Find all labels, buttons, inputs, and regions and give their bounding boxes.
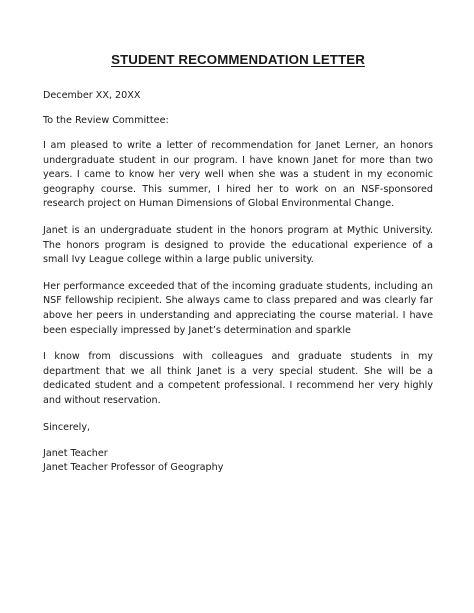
- signature-title: Janet Teacher Professor of Geography: [43, 461, 224, 473]
- signature-name: Janet Teacher: [43, 447, 108, 459]
- letter-paragraph-3: Her performance exceeded that of the incoming graduate students, including an NSF fellowship recipient. She always came to class prepared and was clearly far above her peers in understanding and appreciating the course material. I have been especially impressed by Janet’s determination and sparkle: [43, 280, 433, 336]
- letter-paragraph-2: Janet is an undergraduate student in the honors program at Mythic University. The honors program is designed to provide the educational experience of a small Ivy League college within a large public university.: [43, 224, 433, 266]
- letter-closing: Sincerely,: [43, 421, 91, 433]
- letter-page: [43, 52, 433, 475]
- letter-salutation: To the Review Committee:: [43, 115, 169, 126]
- letter-paragraph-1: I am pleased to write a letter of recommendation for Janet Lerner, an honors undergraduate student in our program. I have known Janet for more than two years. I came to know her very well when she was a student in my economic geography course. This summer, I hired her to work on an NSF-sponsored research project on Human Dimensions of Global Environmental Change.: [43, 140, 433, 210]
- letter-title: STUDENT RECOMMENDATION LETTER: [111, 52, 365, 67]
- letter-date: December XX, 20XX: [43, 90, 141, 101]
- letter-paragraph-4: I know from discussions with colleagues and graduate students in my department that we all think Janet is a very special student. She will be a dedicated student and a competent professional. I recommend her very highly and without reservation.: [43, 351, 433, 406]
